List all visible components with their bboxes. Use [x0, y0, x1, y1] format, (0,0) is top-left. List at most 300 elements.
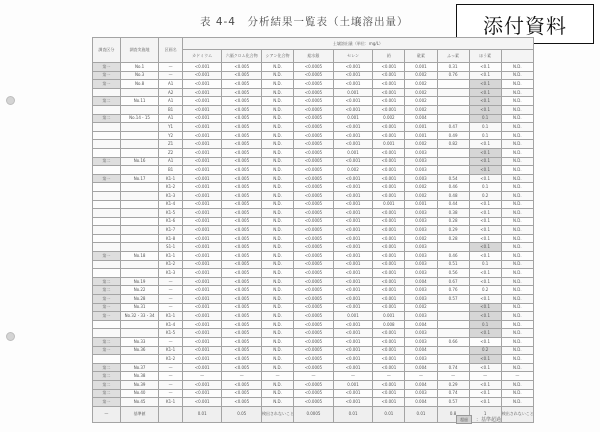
table-cell: 0.001 — [333, 312, 373, 321]
table-cell: <0.001 — [182, 217, 222, 226]
table-cell: 0.28 — [437, 217, 469, 226]
table-cell: <0.001 — [373, 157, 405, 166]
table-row — [93, 234, 534, 243]
table-cell — [120, 243, 159, 252]
punch-hole — [6, 96, 15, 105]
table-cell: N.D. — [262, 217, 294, 226]
table-cell: <0.005 — [222, 252, 262, 261]
table-cell: <0.001 — [373, 389, 405, 398]
table-cell: <0.0005 — [294, 355, 334, 364]
table-cell: N.D. — [501, 209, 533, 218]
standard-cell: 0.01 — [373, 406, 405, 422]
table-row — [93, 286, 534, 295]
table-cell: <0.001 — [182, 63, 222, 72]
standard-cell: 0.05 — [222, 406, 262, 422]
table-cell: N.D. — [262, 277, 294, 286]
table-cell: <0.001 — [333, 105, 373, 114]
table-cell: <0.001 — [182, 346, 222, 355]
attachment-stamp: 添付資料 — [456, 4, 594, 44]
header-chromium: 六価クロム化合物 — [222, 50, 262, 63]
standard-cell: — — [93, 406, 121, 422]
table-cell: <0.1 — [469, 269, 501, 278]
table-cell: 0.002 — [405, 88, 437, 97]
table-cell: <0.0005 — [294, 191, 334, 200]
table-cell: <0.001 — [333, 243, 373, 252]
table-cell: No.28 — [120, 295, 159, 304]
table-cell: <0.005 — [222, 277, 262, 286]
table-cell: <0.001 — [373, 191, 405, 200]
table-cell: 0.003 — [405, 217, 437, 226]
table-cell: N.D. — [262, 200, 294, 209]
standard-cell: 検出されないこと — [501, 406, 533, 422]
table-cell: <0.005 — [222, 303, 262, 312]
results-table-container — [92, 37, 534, 417]
table-cell: 0.1 — [469, 260, 501, 269]
table-cell: <0.0005 — [294, 380, 334, 389]
table-cell: <0.001 — [373, 380, 405, 389]
table-cell: <0.005 — [222, 295, 262, 304]
table-cell: <0.001 — [182, 295, 222, 304]
table-row — [93, 243, 534, 252]
table-cell: 0.001 — [373, 312, 405, 321]
table-cell: N.D. — [262, 389, 294, 398]
table-cell: <0.005 — [222, 312, 262, 321]
table-cell: <0.0005 — [294, 243, 334, 252]
table-cell: <0.005 — [222, 88, 262, 97]
table-cell: N.D. — [262, 363, 294, 372]
table-cell: <0.001 — [182, 114, 222, 123]
table-cell: 0.003 — [405, 329, 437, 338]
table-cell: N.D. — [501, 363, 533, 372]
table-cell: 0.002 — [405, 234, 437, 243]
table-cell: <0.005 — [222, 329, 262, 338]
table-cell: <0.001 — [373, 226, 405, 235]
table-cell: <0.0005 — [294, 166, 334, 175]
table-cell: <0.001 — [333, 200, 373, 209]
table-row — [93, 174, 534, 183]
table-cell — [93, 260, 121, 269]
table-row — [93, 372, 534, 381]
table-row — [93, 114, 534, 123]
table-cell: N.D. — [501, 88, 533, 97]
table-cell: N.D. — [501, 114, 533, 123]
table-row — [93, 269, 534, 278]
table-cell: 0.001 — [333, 148, 373, 157]
table-cell: 0.003 — [405, 312, 437, 321]
table-cell: 0.003 — [405, 174, 437, 183]
table-cell — [120, 217, 159, 226]
table-cell: N.D. — [501, 398, 533, 407]
table-row — [93, 183, 534, 192]
table-cell — [93, 123, 121, 132]
table-cell — [93, 320, 121, 329]
table-cell — [437, 346, 469, 355]
table-cell: <0.001 — [182, 97, 222, 106]
table-cell: N.D. — [262, 269, 294, 278]
table-cell: 第二 — [93, 380, 121, 389]
table-cell: 0.001 — [373, 200, 405, 209]
table-cell: <0.1 — [469, 252, 501, 261]
table-cell: <0.001 — [333, 97, 373, 106]
table-cell: A1 — [159, 80, 183, 89]
table-row — [93, 140, 534, 149]
table-cell — [437, 148, 469, 157]
table-cell: N.D. — [501, 260, 533, 269]
table-row — [93, 148, 534, 157]
standard-cell: 0.8 — [437, 406, 469, 422]
table-cell: — — [469, 372, 501, 381]
table-cell: No.22 — [120, 286, 159, 295]
results-table — [92, 37, 534, 423]
table-cell: 0.004 — [405, 346, 437, 355]
header-selenium: セレン — [333, 50, 373, 63]
table-cell: <0.001 — [333, 329, 373, 338]
table-cell: <0.005 — [222, 97, 262, 106]
table-cell: — — [159, 389, 183, 398]
table-cell: <0.001 — [182, 260, 222, 269]
table-cell: N.D. — [501, 140, 533, 149]
table-cell: 0.004 — [405, 277, 437, 286]
table-cell: 0.51 — [437, 260, 469, 269]
table-cell: N.D. — [501, 183, 533, 192]
table-cell: <0.001 — [373, 260, 405, 269]
table-row — [93, 303, 534, 312]
table-cell: <0.0005 — [294, 389, 334, 398]
table-cell: 0.003 — [405, 338, 437, 347]
table-cell — [93, 88, 121, 97]
table-cell: N.D. — [262, 157, 294, 166]
table-cell — [120, 148, 159, 157]
table-cell: <0.1 — [469, 398, 501, 407]
table-cell: <0.0005 — [294, 131, 334, 140]
table-cell: No.17 — [120, 174, 159, 183]
table-cell: <0.1 — [469, 363, 501, 372]
table-cell: 0.29 — [437, 226, 469, 235]
table-cell: <0.1 — [469, 88, 501, 97]
table-cell: <0.001 — [373, 363, 405, 372]
table-cell: <0.005 — [222, 209, 262, 218]
table-cell: N.D. — [262, 260, 294, 269]
table-cell: B1 — [159, 105, 183, 114]
table-cell: <0.0005 — [294, 123, 334, 132]
table-cell: 0.57 — [437, 398, 469, 407]
table-cell — [437, 329, 469, 338]
table-cell: 0.003 — [405, 260, 437, 269]
header-extra — [501, 50, 533, 63]
table-cell: 0.002 — [405, 71, 437, 80]
table-cell: <0.0005 — [294, 226, 334, 235]
table-cell: <0.001 — [333, 398, 373, 407]
table-cell: <0.005 — [222, 71, 262, 80]
table-cell: — — [294, 372, 334, 381]
table-cell: N.D. — [501, 269, 533, 278]
table-cell: N.D. — [262, 97, 294, 106]
table-cell: <0.005 — [222, 200, 262, 209]
table-cell: <0.001 — [333, 269, 373, 278]
table-cell: <0.0005 — [294, 234, 334, 243]
table-cell: N.D. — [501, 71, 533, 80]
standard-cell: 0.01 — [182, 406, 222, 422]
table-cell: N.D. — [501, 105, 533, 114]
table-cell: <0.001 — [182, 234, 222, 243]
table-cell: N.D. — [262, 114, 294, 123]
table-cell: <0.001 — [333, 295, 373, 304]
table-cell: N.D. — [262, 191, 294, 200]
table-cell: — — [159, 295, 183, 304]
table-cell — [93, 131, 121, 140]
table-cell: <0.001 — [333, 80, 373, 89]
table-cell: No.18 — [120, 252, 159, 261]
table-row — [93, 363, 534, 372]
standard-cell: 1 — [469, 406, 501, 422]
table-row — [93, 157, 534, 166]
table-cell: 0.49 — [437, 131, 469, 140]
table-cell: N.D. — [262, 131, 294, 140]
table-row — [93, 260, 534, 269]
table-cell: <0.001 — [373, 80, 405, 89]
table-cell: <0.005 — [222, 131, 262, 140]
table-cell: <0.001 — [333, 363, 373, 372]
table-cell — [120, 320, 159, 329]
table-cell: 0.001 — [333, 114, 373, 123]
table-cell: No.3 — [120, 71, 159, 80]
table-cell: <0.0005 — [294, 80, 334, 89]
table-cell: 第一 — [93, 303, 121, 312]
table-cell: K1-2 — [159, 183, 183, 192]
table-cell: <0.1 — [469, 63, 501, 72]
table-cell: N.D. — [262, 174, 294, 183]
table-cell — [93, 209, 121, 218]
table-cell: N.D. — [501, 200, 533, 209]
table-cell: 0.004 — [405, 114, 437, 123]
table-cell: K1-4 — [159, 320, 183, 329]
table-row — [93, 123, 534, 132]
table-row — [93, 355, 534, 364]
table-cell — [93, 355, 121, 364]
table-cell: K1-1 — [159, 312, 183, 321]
table-cell: 第一 — [93, 252, 121, 261]
table-cell: <0.001 — [333, 183, 373, 192]
table-cell: <0.005 — [222, 398, 262, 407]
table-cell: Y2 — [159, 131, 183, 140]
table-cell: N.D. — [262, 71, 294, 80]
table-cell: <0.005 — [222, 320, 262, 329]
table-cell: <0.001 — [373, 329, 405, 338]
table-cell: N.D. — [262, 286, 294, 295]
table-cell — [120, 105, 159, 114]
table-cell: N.D. — [262, 234, 294, 243]
table-cell: <0.001 — [373, 166, 405, 175]
table-cell: <0.1 — [469, 174, 501, 183]
table-cell: <0.005 — [222, 363, 262, 372]
table-cell — [93, 200, 121, 209]
table-cell: <0.001 — [182, 303, 222, 312]
table-cell: N.D. — [501, 389, 533, 398]
table-cell: Y1 — [159, 123, 183, 132]
table-cell: — — [222, 372, 262, 381]
table-cell: 0.004 — [405, 320, 437, 329]
table-row — [93, 88, 534, 97]
table-cell: <0.005 — [222, 157, 262, 166]
table-cell: No.31 — [120, 303, 159, 312]
table-cell: N.D. — [501, 329, 533, 338]
table-cell: <0.001 — [182, 123, 222, 132]
table-cell: K1-4 — [159, 200, 183, 209]
table-cell: N.D. — [501, 252, 533, 261]
table-cell: N.D. — [501, 80, 533, 89]
table-cell: N.D. — [501, 312, 533, 321]
table-cell: 第二 — [93, 114, 121, 123]
table-cell — [93, 191, 121, 200]
table-cell: <0.001 — [333, 123, 373, 132]
table-cell: <0.001 — [333, 277, 373, 286]
table-cell: 0.002 — [405, 140, 437, 149]
table-cell: A1 — [159, 157, 183, 166]
table-cell: <0.001 — [333, 252, 373, 261]
header-mercury: 総水銀 — [294, 50, 334, 63]
table-cell: N.D. — [501, 346, 533, 355]
table-cell — [120, 131, 159, 140]
table-cell: <0.001 — [182, 131, 222, 140]
table-cell: S1-1 — [159, 243, 183, 252]
table-cell — [93, 234, 121, 243]
table-cell: 0.003 — [405, 389, 437, 398]
table-cell: <0.005 — [222, 63, 262, 72]
table-cell: 0.002 — [405, 105, 437, 114]
table-cell: N.D. — [501, 277, 533, 286]
header-group: 土壌溶出量（単位：mg/L） — [182, 38, 533, 50]
table-cell: K1-3 — [159, 191, 183, 200]
table-cell: N.D. — [262, 140, 294, 149]
table-cell: <0.001 — [333, 71, 373, 80]
table-cell: <0.1 — [469, 71, 501, 80]
table-cell: 0.29 — [437, 380, 469, 389]
table-cell: <0.0005 — [294, 269, 334, 278]
table-cell: N.D. — [501, 226, 533, 235]
table-cell: <0.001 — [182, 338, 222, 347]
table-cell: N.D. — [501, 63, 533, 72]
table-row — [93, 80, 534, 89]
table-cell — [93, 329, 121, 338]
table-cell: No.39 — [120, 380, 159, 389]
table-cell: <0.1 — [469, 312, 501, 321]
table-cell: 0.002 — [405, 80, 437, 89]
header-survey-type: 調査区分 — [93, 38, 121, 63]
table-cell: <0.001 — [373, 286, 405, 295]
table-cell: <0.1 — [469, 389, 501, 398]
table-cell: <0.1 — [469, 303, 501, 312]
table-cell: — — [159, 63, 183, 72]
table-cell: <0.1 — [469, 80, 501, 89]
table-cell: No.37 — [120, 363, 159, 372]
table-cell: N.D. — [262, 338, 294, 347]
table-cell: <0.001 — [373, 148, 405, 157]
table-cell: <0.001 — [182, 355, 222, 364]
table-cell: <0.0005 — [294, 346, 334, 355]
table-cell: 第二 — [93, 389, 121, 398]
table-cell: N.D. — [501, 174, 533, 183]
table-cell: N.D. — [501, 320, 533, 329]
table-cell: <0.001 — [373, 131, 405, 140]
table-cell — [437, 88, 469, 97]
table-cell: — — [182, 372, 222, 381]
table-cell: <0.005 — [222, 174, 262, 183]
table-cell: N.D. — [501, 295, 533, 304]
table-cell: <0.001 — [373, 71, 405, 80]
table-cell: 0.46 — [437, 252, 469, 261]
table-cell: 0.46 — [437, 183, 469, 192]
table-cell: — — [159, 380, 183, 389]
table-cell: 第一 — [93, 80, 121, 89]
table-cell: 0.67 — [437, 277, 469, 286]
table-cell — [437, 166, 469, 175]
table-cell: 0.82 — [437, 140, 469, 149]
table-cell: <0.001 — [373, 277, 405, 286]
table-cell: 第一 — [93, 63, 121, 72]
table-cell: <0.001 — [373, 355, 405, 364]
table-cell: 0.001 — [405, 200, 437, 209]
table-cell: 0.003 — [405, 209, 437, 218]
table-cell: <0.001 — [373, 346, 405, 355]
table-cell: <0.005 — [222, 338, 262, 347]
table-cell: <0.001 — [373, 338, 405, 347]
table-cell: <0.001 — [182, 105, 222, 114]
table-row — [93, 105, 534, 114]
table-cell: <0.001 — [182, 269, 222, 278]
table-cell: 0.31 — [437, 63, 469, 72]
table-cell: 0.1 — [469, 131, 501, 140]
table-cell: <0.1 — [469, 338, 501, 347]
table-cell: N.D. — [501, 191, 533, 200]
table-cell: <0.001 — [182, 320, 222, 329]
table-cell: <0.0005 — [294, 88, 334, 97]
table-cell: <0.001 — [333, 217, 373, 226]
table-cell — [120, 234, 159, 243]
table-row — [93, 166, 534, 175]
table-cell: Z2 — [159, 148, 183, 157]
table-cell: <0.0005 — [294, 260, 334, 269]
table-cell: — — [262, 372, 294, 381]
table-cell: <0.0005 — [294, 217, 334, 226]
table-cell: N.D. — [262, 295, 294, 304]
table-cell: <0.0005 — [294, 363, 334, 372]
table-cell: 0.001 — [405, 123, 437, 132]
table-cell: <0.0005 — [294, 140, 334, 149]
table-row — [93, 71, 534, 80]
table-cell: 0.003 — [405, 355, 437, 364]
table-cell — [93, 166, 121, 175]
table-cell: 0.003 — [405, 166, 437, 175]
table-cell: 0.28 — [437, 234, 469, 243]
table-row — [93, 97, 534, 106]
punch-hole — [6, 332, 15, 341]
standard-cell: 0.0005 — [294, 406, 334, 422]
table-cell: <0.001 — [333, 286, 373, 295]
table-cell — [120, 200, 159, 209]
table-cell: N.D. — [501, 286, 533, 295]
table-cell: — — [159, 363, 183, 372]
table-cell: <0.005 — [222, 123, 262, 132]
table-cell: <0.0005 — [294, 183, 334, 192]
table-cell: <0.0005 — [294, 295, 334, 304]
table-cell: N.D. — [262, 303, 294, 312]
table-cell: <0.001 — [333, 209, 373, 218]
table-cell: No.33 — [120, 338, 159, 347]
table-cell: <0.001 — [182, 363, 222, 372]
table-cell: K1-1 — [159, 398, 183, 407]
legend-swatch: 超過 — [456, 415, 472, 424]
table-cell — [437, 320, 469, 329]
